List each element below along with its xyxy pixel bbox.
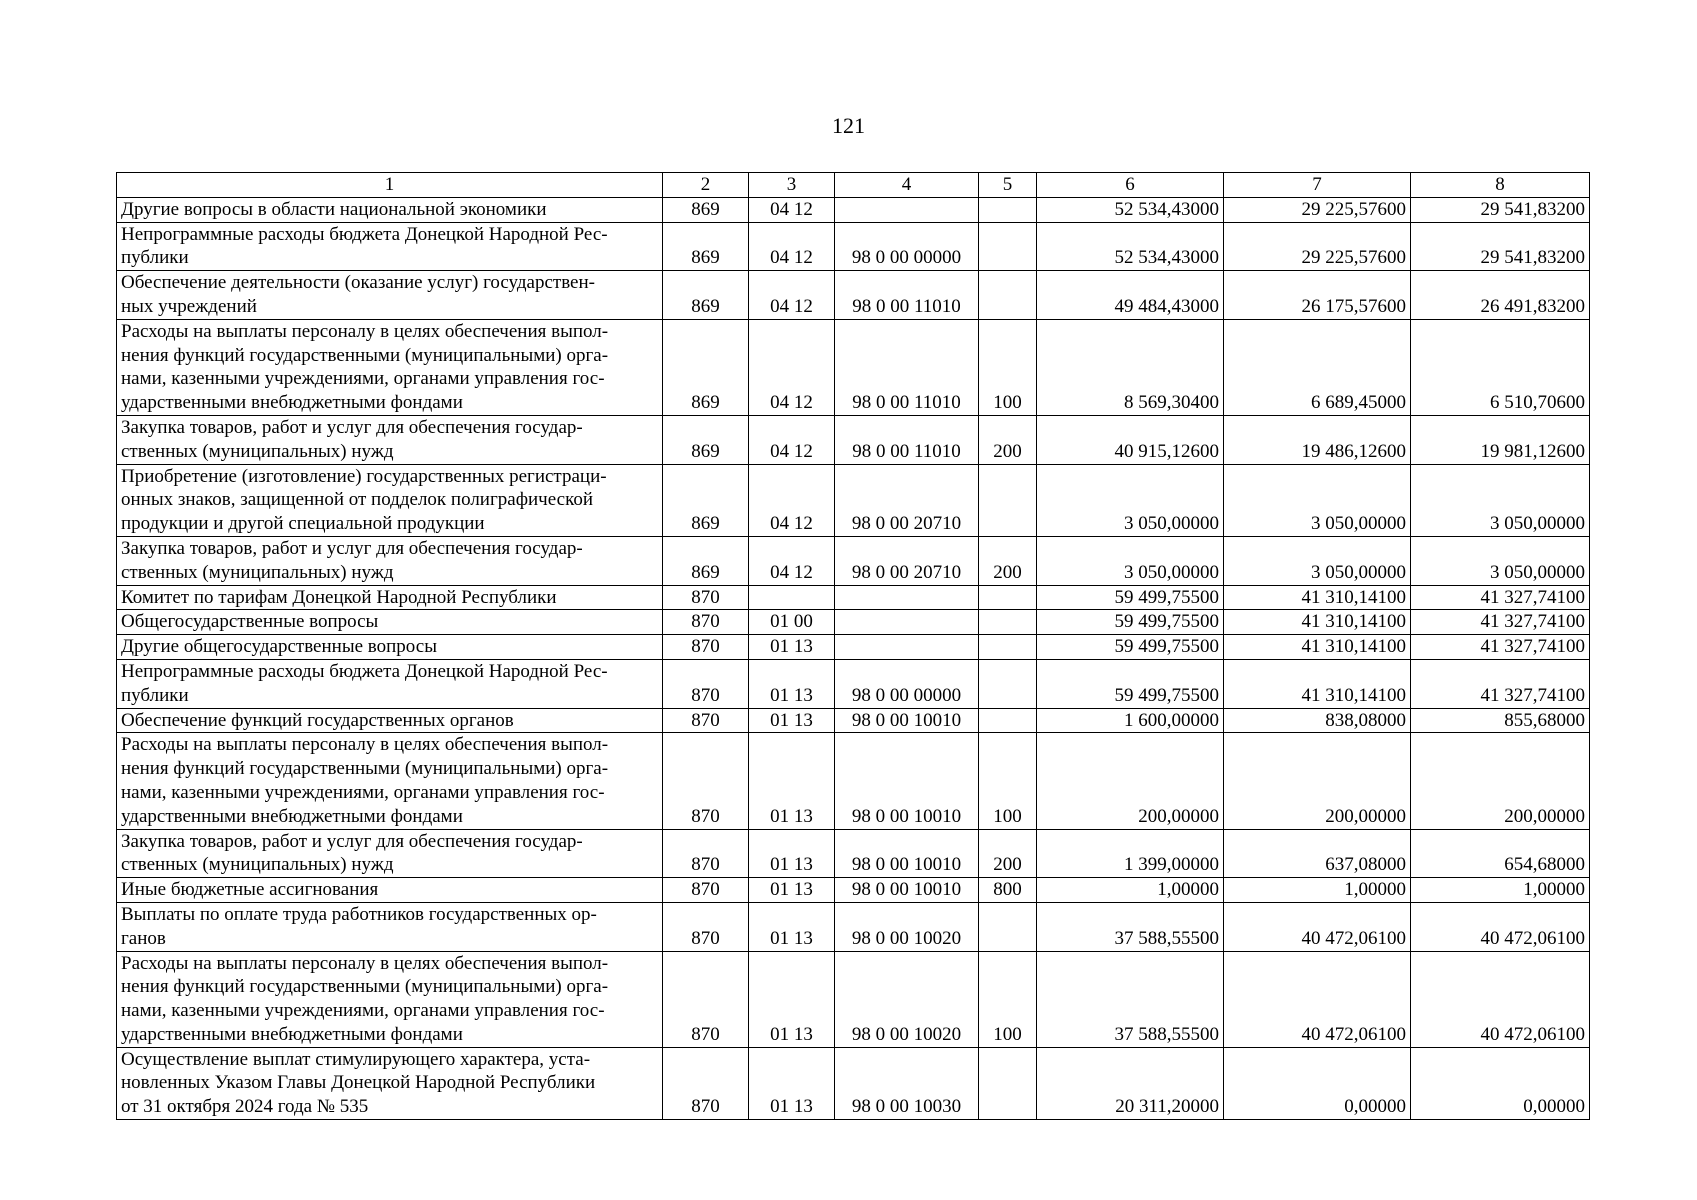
expense-type-code bbox=[979, 708, 1037, 733]
section-code: 01 13 bbox=[749, 733, 835, 829]
expense-type-code bbox=[979, 464, 1037, 536]
expense-name-line: от 31 октября 2024 года № 535 bbox=[121, 1096, 369, 1118]
expense-name-line: ударственными внебюджетными фондами bbox=[121, 392, 463, 414]
expense-name bbox=[117, 878, 663, 903]
expense-name bbox=[117, 319, 663, 415]
column-header-2: 2 bbox=[663, 173, 749, 198]
table-row bbox=[117, 464, 1590, 536]
amount-col-7: 29 225,57600 bbox=[1224, 197, 1411, 222]
expense-type-code bbox=[979, 271, 1037, 320]
target-article-code: 98 0 00 10030 bbox=[835, 1047, 979, 1119]
expense-name bbox=[117, 951, 663, 1047]
amount-col-8: 200,00000 bbox=[1411, 733, 1590, 829]
section-code: 04 12 bbox=[749, 415, 835, 464]
amount-col-6: 59 499,75500 bbox=[1037, 610, 1224, 635]
amount-col-7: 6 689,45000 bbox=[1224, 319, 1411, 415]
column-header-5: 5 bbox=[979, 173, 1037, 198]
amount-col-8: 1,00000 bbox=[1411, 878, 1590, 903]
section-code: 04 12 bbox=[749, 536, 835, 585]
expense-name bbox=[117, 271, 663, 320]
amount-col-7: 41 310,14100 bbox=[1224, 635, 1411, 660]
ministry-code: 870 bbox=[663, 951, 749, 1047]
table-row bbox=[117, 536, 1590, 585]
amount-col-7: 29 225,57600 bbox=[1224, 222, 1411, 271]
expense-name-line: публики bbox=[121, 684, 189, 706]
amount-col-8: 3 050,00000 bbox=[1411, 464, 1590, 536]
amount-col-8: 0,00000 bbox=[1411, 1047, 1590, 1119]
expense-name-line: нами, казенными учреждениями, органами управления гос- bbox=[121, 781, 605, 803]
expense-type-code: 200 bbox=[979, 415, 1037, 464]
amount-col-8: 29 541,83200 bbox=[1411, 222, 1590, 271]
expense-name bbox=[117, 464, 663, 536]
ministry-code: 870 bbox=[663, 659, 749, 708]
table-row bbox=[117, 610, 1590, 635]
table-row bbox=[117, 829, 1590, 878]
expense-name-line: Приобретение (изготовление) государственных регистраци- bbox=[121, 465, 607, 487]
amount-col-6: 52 534,43000 bbox=[1037, 222, 1224, 271]
expense-name-line: нения функций государственными (муниципальными) орга- bbox=[121, 758, 609, 780]
amount-col-6: 1 399,00000 bbox=[1037, 829, 1224, 878]
expense-name-line: ных учреждений bbox=[121, 295, 257, 317]
expense-name bbox=[117, 708, 663, 733]
amount-col-6: 59 499,75500 bbox=[1037, 635, 1224, 660]
amount-col-8: 19 981,12600 bbox=[1411, 415, 1590, 464]
amount-col-7: 41 310,14100 bbox=[1224, 585, 1411, 610]
amount-col-6: 49 484,43000 bbox=[1037, 271, 1224, 320]
target-article-code bbox=[835, 585, 979, 610]
expense-name-line: публики bbox=[121, 247, 189, 269]
target-article-code bbox=[835, 635, 979, 660]
expense-name-line: Осуществление выплат стимулирующего характера, уста- bbox=[121, 1048, 591, 1070]
ministry-code: 869 bbox=[663, 222, 749, 271]
expense-type-code bbox=[979, 902, 1037, 951]
expense-name bbox=[117, 536, 663, 585]
ministry-code: 869 bbox=[663, 536, 749, 585]
section-code: 01 13 bbox=[749, 635, 835, 660]
table-row bbox=[117, 733, 1590, 829]
ministry-code: 870 bbox=[663, 902, 749, 951]
table-row bbox=[117, 222, 1590, 271]
target-article-code: 98 0 00 20710 bbox=[835, 536, 979, 585]
amount-col-7: 200,00000 bbox=[1224, 733, 1411, 829]
target-article-code: 98 0 00 11010 bbox=[835, 415, 979, 464]
amount-col-8: 41 327,74100 bbox=[1411, 610, 1590, 635]
ministry-code: 869 bbox=[663, 464, 749, 536]
column-header-7: 7 bbox=[1224, 173, 1411, 198]
amount-col-8: 40 472,06100 bbox=[1411, 902, 1590, 951]
expense-name-line: Закупка товаров, работ и услуг для обеспечения государ- bbox=[121, 830, 583, 852]
expense-name-line: Расходы на выплаты персоналу в целях обеспечения выпол- bbox=[121, 952, 609, 974]
ministry-code: 870 bbox=[663, 610, 749, 635]
ministry-code: 869 bbox=[663, 271, 749, 320]
amount-col-8: 29 541,83200 bbox=[1411, 197, 1590, 222]
amount-col-6: 59 499,75500 bbox=[1037, 659, 1224, 708]
expense-name bbox=[117, 902, 663, 951]
section-code: 04 12 bbox=[749, 464, 835, 536]
ministry-code: 869 bbox=[663, 415, 749, 464]
expense-name bbox=[117, 585, 663, 610]
amount-col-6: 8 569,30400 bbox=[1037, 319, 1224, 415]
amount-col-8: 654,68000 bbox=[1411, 829, 1590, 878]
expense-name bbox=[117, 659, 663, 708]
expense-name-line: Выплаты по оплате труда работников государственных ор- bbox=[121, 903, 597, 925]
amount-col-6: 37 588,55500 bbox=[1037, 902, 1224, 951]
amount-col-7: 1,00000 bbox=[1224, 878, 1411, 903]
target-article-code: 98 0 00 10020 bbox=[835, 902, 979, 951]
amount-col-8: 41 327,74100 bbox=[1411, 585, 1590, 610]
section-code: 04 12 bbox=[749, 271, 835, 320]
ministry-code: 870 bbox=[663, 878, 749, 903]
expense-name-line: нения функций государственными (муниципальными) орга- bbox=[121, 344, 609, 366]
target-article-code: 98 0 00 10010 bbox=[835, 733, 979, 829]
expense-name bbox=[117, 197, 663, 222]
amount-col-8: 40 472,06100 bbox=[1411, 951, 1590, 1047]
expense-name-line: нами, казенными учреждениями, органами управления гос- bbox=[121, 1000, 605, 1022]
table-row bbox=[117, 708, 1590, 733]
expense-name-line: ударственными внебюджетными фондами bbox=[121, 805, 463, 827]
amount-col-8: 3 050,00000 bbox=[1411, 536, 1590, 585]
target-article-code: 98 0 00 10010 bbox=[835, 878, 979, 903]
target-article-code: 98 0 00 20710 bbox=[835, 464, 979, 536]
amount-col-7: 26 175,57600 bbox=[1224, 271, 1411, 320]
expense-type-code bbox=[979, 197, 1037, 222]
expense-type-code bbox=[979, 659, 1037, 708]
expense-name bbox=[117, 829, 663, 878]
target-article-code bbox=[835, 197, 979, 222]
expense-name-line: Иные бюджетные ассигнования bbox=[121, 879, 379, 901]
expense-name-line: нами, казенными учреждениями, органами управления гос- bbox=[121, 368, 605, 390]
expense-type-code: 100 bbox=[979, 951, 1037, 1047]
amount-col-7: 40 472,06100 bbox=[1224, 902, 1411, 951]
column-number-row bbox=[117, 173, 1590, 198]
amount-col-6: 40 915,12600 bbox=[1037, 415, 1224, 464]
amount-col-8: 41 327,74100 bbox=[1411, 635, 1590, 660]
expense-name-line: ственных (муниципальных) нужд bbox=[121, 440, 394, 462]
ministry-code: 869 bbox=[663, 197, 749, 222]
amount-col-8: 855,68000 bbox=[1411, 708, 1590, 733]
section-code: 01 13 bbox=[749, 708, 835, 733]
amount-col-7: 3 050,00000 bbox=[1224, 464, 1411, 536]
expense-name bbox=[117, 635, 663, 660]
expense-type-code: 100 bbox=[979, 319, 1037, 415]
expense-name-line: Закупка товаров, работ и услуг для обеспечения государ- bbox=[121, 416, 583, 438]
ministry-code: 870 bbox=[663, 1047, 749, 1119]
section-code: 04 12 bbox=[749, 319, 835, 415]
expense-type-code: 200 bbox=[979, 536, 1037, 585]
section-code: 01 00 bbox=[749, 610, 835, 635]
amount-col-7: 19 486,12600 bbox=[1224, 415, 1411, 464]
expense-type-code bbox=[979, 1047, 1037, 1119]
section-code: 04 12 bbox=[749, 197, 835, 222]
target-article-code: 98 0 00 10010 bbox=[835, 708, 979, 733]
expense-name-line: Общегосударственные вопросы bbox=[121, 611, 379, 633]
expense-name-line: Непрограммные расходы бюджета Донецкой Народной Рес- bbox=[121, 223, 608, 245]
table-row bbox=[117, 319, 1590, 415]
amount-col-7: 3 050,00000 bbox=[1224, 536, 1411, 585]
amount-col-7: 41 310,14100 bbox=[1224, 610, 1411, 635]
table-row bbox=[117, 635, 1590, 660]
expense-name-line: Непрограммные расходы бюджета Донецкой Народной Рес- bbox=[121, 660, 608, 682]
expense-type-code bbox=[979, 610, 1037, 635]
amount-col-7: 41 310,14100 bbox=[1224, 659, 1411, 708]
ministry-code: 870 bbox=[663, 585, 749, 610]
section-code: 04 12 bbox=[749, 222, 835, 271]
expense-name bbox=[117, 1047, 663, 1119]
expense-name-line: Обеспечение деятельности (оказание услуг) государствен- bbox=[121, 272, 595, 294]
amount-col-7: 838,08000 bbox=[1224, 708, 1411, 733]
expense-name-line: нения функций государственными (муниципальными) орга- bbox=[121, 976, 609, 998]
target-article-code bbox=[835, 610, 979, 635]
table-body bbox=[117, 197, 1590, 1119]
section-code: 01 13 bbox=[749, 829, 835, 878]
expense-name-line: Расходы на выплаты персоналу в целях обеспечения выпол- bbox=[121, 734, 609, 756]
expense-type-code: 200 bbox=[979, 829, 1037, 878]
expense-type-code bbox=[979, 222, 1037, 271]
expense-name-line: ганов bbox=[121, 927, 166, 949]
expense-name bbox=[117, 222, 663, 271]
budget-table bbox=[116, 172, 1590, 1120]
amount-col-7: 637,08000 bbox=[1224, 829, 1411, 878]
expense-name-line: Другие вопросы в области национальной экономики bbox=[121, 198, 547, 220]
table-row bbox=[117, 585, 1590, 610]
ministry-code: 869 bbox=[663, 319, 749, 415]
expense-type-code: 100 bbox=[979, 733, 1037, 829]
target-article-code: 98 0 00 10010 bbox=[835, 829, 979, 878]
amount-col-6: 52 534,43000 bbox=[1037, 197, 1224, 222]
table-row bbox=[117, 878, 1590, 903]
amount-col-6: 3 050,00000 bbox=[1037, 536, 1224, 585]
expense-name-line: Комитет по тарифам Донецкой Народной Республики bbox=[121, 586, 557, 608]
section-code bbox=[749, 585, 835, 610]
amount-col-8: 26 491,83200 bbox=[1411, 271, 1590, 320]
ministry-code: 870 bbox=[663, 829, 749, 878]
expense-name-line: Расходы на выплаты персоналу в целях обеспечения выпол- bbox=[121, 320, 609, 342]
section-code: 01 13 bbox=[749, 1047, 835, 1119]
table-row bbox=[117, 659, 1590, 708]
page-number: 121 bbox=[832, 113, 865, 138]
table-row bbox=[117, 902, 1590, 951]
target-article-code: 98 0 00 11010 bbox=[835, 271, 979, 320]
ministry-code: 870 bbox=[663, 635, 749, 660]
amount-col-6: 3 050,00000 bbox=[1037, 464, 1224, 536]
expense-name-line: новленных Указом Главы Донецкой Народной Республики bbox=[121, 1072, 596, 1094]
amount-col-6: 200,00000 bbox=[1037, 733, 1224, 829]
amount-col-6: 20 311,20000 bbox=[1037, 1047, 1224, 1119]
column-header-6: 6 bbox=[1037, 173, 1224, 198]
expense-name-line: ударственными внебюджетными фондами bbox=[121, 1023, 463, 1045]
expense-name-line: Закупка товаров, работ и услуг для обеспечения государ- bbox=[121, 537, 583, 559]
expense-name-line: продукции и другой специальной продукции bbox=[121, 513, 485, 535]
amount-col-6: 59 499,75500 bbox=[1037, 585, 1224, 610]
expense-name bbox=[117, 415, 663, 464]
target-article-code: 98 0 00 00000 bbox=[835, 659, 979, 708]
expense-name-line: Обеспечение функций государственных органов bbox=[121, 709, 514, 731]
section-code: 01 13 bbox=[749, 659, 835, 708]
target-article-code: 98 0 00 00000 bbox=[835, 222, 979, 271]
ministry-code: 870 bbox=[663, 733, 749, 829]
column-header-1: 1 bbox=[117, 173, 663, 198]
section-code: 01 13 bbox=[749, 951, 835, 1047]
expense-type-code bbox=[979, 585, 1037, 610]
column-header-4: 4 bbox=[835, 173, 979, 198]
table-row bbox=[117, 415, 1590, 464]
expense-name-line: ственных (муниципальных) нужд bbox=[121, 854, 394, 876]
section-code: 01 13 bbox=[749, 902, 835, 951]
expense-name-line: ственных (муниципальных) нужд bbox=[121, 561, 394, 583]
expense-type-code bbox=[979, 635, 1037, 660]
table-row bbox=[117, 271, 1590, 320]
expense-name bbox=[117, 733, 663, 829]
amount-col-8: 6 510,70600 bbox=[1411, 319, 1590, 415]
target-article-code: 98 0 00 11010 bbox=[835, 319, 979, 415]
table-row bbox=[117, 1047, 1590, 1119]
table-row bbox=[117, 951, 1590, 1047]
column-header-8: 8 bbox=[1411, 173, 1590, 198]
expense-name-line: Другие общегосударственные вопросы bbox=[121, 636, 437, 658]
amount-col-7: 40 472,06100 bbox=[1224, 951, 1411, 1047]
expense-type-code: 800 bbox=[979, 878, 1037, 903]
target-article-code: 98 0 00 10020 bbox=[835, 951, 979, 1047]
amount-col-6: 1 600,00000 bbox=[1037, 708, 1224, 733]
column-header-3: 3 bbox=[749, 173, 835, 198]
amount-col-6: 1,00000 bbox=[1037, 878, 1224, 903]
amount-col-8: 41 327,74100 bbox=[1411, 659, 1590, 708]
expense-name bbox=[117, 610, 663, 635]
ministry-code: 870 bbox=[663, 708, 749, 733]
amount-col-7: 0,00000 bbox=[1224, 1047, 1411, 1119]
amount-col-6: 37 588,55500 bbox=[1037, 951, 1224, 1047]
table-row bbox=[117, 197, 1590, 222]
section-code: 01 13 bbox=[749, 878, 835, 903]
expense-name-line: онных знаков, защищенной от подделок полиграфической bbox=[121, 489, 594, 511]
